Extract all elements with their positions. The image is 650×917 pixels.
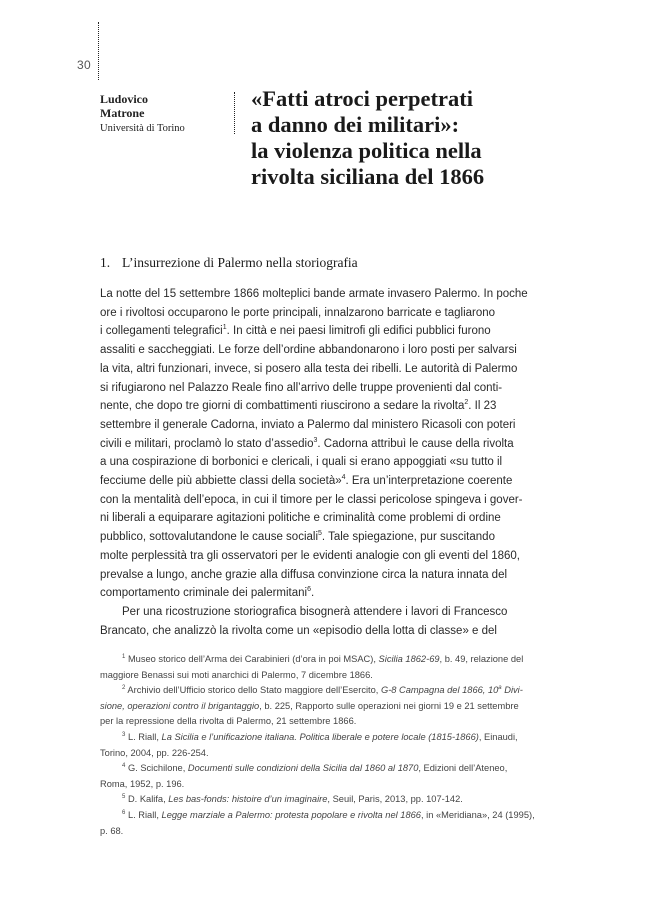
footnote-line xyxy=(100,808,552,824)
title-line: la violenza politica nella xyxy=(251,138,482,163)
text-segment: , b. 49, relazione del xyxy=(439,654,524,664)
text-line xyxy=(100,435,550,454)
text-segment: , in «Meridiana», 24 (1995), xyxy=(420,809,535,820)
text-segment: , Seuil, Paris, 2013, pp. 107-142. xyxy=(327,794,463,805)
superscript: a xyxy=(498,685,502,692)
title-line: rivolta siciliana del 1866 xyxy=(251,164,485,189)
text-segment: nente, che dopo tre giorni di combattimenti riuscirono a sedare la rivolta xyxy=(100,400,465,413)
text-segment: i collegamenti telegrafici xyxy=(100,325,223,338)
text-segment: . In città e nei paesi limitrofi gli edifici pubblici furono xyxy=(226,325,491,338)
text-line: si rifugiarono nel Palazzo Reale fino all’arrivo delle truppe provenienti dal conti- xyxy=(100,381,503,394)
footnote xyxy=(100,730,552,761)
footnote xyxy=(100,683,552,730)
text-line: molte perplessità tra gli osservatori per le evidenti analogie con gli eventi del 1860, xyxy=(100,549,520,562)
section-heading xyxy=(100,255,358,271)
text-segment: comportamento criminale dei palermitani xyxy=(100,587,308,600)
title-divider xyxy=(234,92,235,134)
text-segment: G. Scichilone, xyxy=(127,763,188,774)
paragraph xyxy=(100,603,550,640)
text-line: prevalse a lungo, anche grazie alla diffusa convinzione circa la natura innata del xyxy=(100,568,508,581)
footnote-line: maggiore Benassi sui moti anarchici di Palermo, 7 dicembre 1866. xyxy=(100,669,373,680)
footnote xyxy=(100,652,552,683)
text-line: assaliti e saccheggiati. Le forze dell’ordine abbandonarono i loro posti per salvarsi xyxy=(100,344,517,357)
footnote-line xyxy=(100,699,552,715)
text-segment: fecciume delle più abbiette classi della società» xyxy=(100,475,342,488)
text-segment: Divi- xyxy=(501,685,523,696)
page-number-divider xyxy=(98,22,99,80)
footnote-ref[interactable]: 3 xyxy=(313,436,318,444)
text-line: settembre il generale Cadorna, inviato a Palermo dal ministero Ricasoli con poteri xyxy=(100,418,516,431)
footnote-ref[interactable]: 1 xyxy=(222,324,227,332)
text-segment: sione, operazioni contro il brigantaggio xyxy=(100,700,260,711)
text-segment: Sicilia 1862-69 xyxy=(378,654,440,664)
section-number: 1. xyxy=(100,255,111,270)
text-segment: La Sicilia e l’unificazione italiana. Politica liberale e potere locale (1815-1866) xyxy=(161,731,479,742)
text-line xyxy=(100,584,550,603)
text-line xyxy=(100,397,550,416)
text-segment: , b. 225, Rapporto sulle operazioni nei giorni 19 e 21 settembre xyxy=(259,700,519,711)
text-line xyxy=(100,528,550,547)
footnote-line xyxy=(100,652,552,668)
text-segment: civili e militari, proclamò lo stato d’assedio xyxy=(100,437,314,450)
text-line: Brancato, che analizzò la rivolta come un «episodio della lotta di classe» e del xyxy=(100,624,497,637)
page-number: 30 xyxy=(77,58,91,72)
article-title xyxy=(251,86,581,190)
footnote-line xyxy=(100,730,552,746)
footnote-number: 2 xyxy=(122,685,126,692)
text-line: la vita, altri funzionari, invece, si posero alla testa dei ribelli. Le autorità di Palermo xyxy=(100,362,518,375)
author-last-name: Matrone xyxy=(100,106,145,120)
text-segment: D. Kalifa, xyxy=(127,794,169,805)
section-title: L’insurrezione di Palermo nella storiografia xyxy=(122,255,358,270)
author-first-name: Ludovico xyxy=(100,92,149,106)
text-segment: . Tale spiegazione, pur suscitando xyxy=(321,531,495,544)
title-line: a danno dei militari»: xyxy=(251,112,460,137)
footnote-number: 4 xyxy=(122,763,126,770)
footnote-number: 6 xyxy=(122,809,126,816)
text-segment: pubblico, sottovalutandone le cause sociali xyxy=(100,531,319,544)
text-line: Per una ricostruzione storiografica bisognerà attendere i lavori di Francesco xyxy=(122,605,508,618)
footnote-line xyxy=(100,683,552,699)
footnote xyxy=(100,808,552,839)
text-segment: . Il 23 xyxy=(468,400,497,413)
footnote-ref[interactable]: 2 xyxy=(464,399,469,407)
text-segment: Documenti sulle condizioni della Sicilia dal 1860 al 1870 xyxy=(187,763,419,774)
author-block xyxy=(100,92,230,136)
text-line: con la mentalità dell’epoca, in cui il timore per le classi pericolose spingeva i gover- xyxy=(100,493,523,506)
footnote xyxy=(100,792,552,808)
footnote-number: 1 xyxy=(122,653,126,660)
text-segment: . xyxy=(311,587,315,600)
footnotes xyxy=(100,652,552,839)
footnote-number: 5 xyxy=(122,794,126,801)
text-line: ore i rivoltosi occuparono le porte principali, innalzarono barricate e tagliarono xyxy=(100,306,496,319)
footnote-ref[interactable]: 5 xyxy=(318,530,322,538)
footnote-line xyxy=(100,792,552,808)
footnote-line: per la repressione della rivolta di Palermo, 21 settembre 1866. xyxy=(100,716,357,727)
text-segment: Legge marziale a Palermo: protesta popolare e rivolta nel 1866 xyxy=(161,809,421,820)
body-text xyxy=(100,285,550,640)
text-line: La notte del 15 settembre 1866 molteplici bande armate invasero Palermo. In poche xyxy=(100,288,528,300)
footnote-number: 3 xyxy=(122,731,126,738)
text-segment: Les bas-fonds: histoire d’un imaginaire xyxy=(168,794,328,805)
author-affiliation: Università di Torino xyxy=(100,123,185,134)
text-segment: Archivio dell’Ufficio storico dello Stato maggiore dell’Esercito, xyxy=(127,685,381,696)
text-segment: . Cadorna attribuì le cause della rivolta xyxy=(317,437,514,450)
text-line xyxy=(100,472,550,491)
footnote-line: Torino, 2004, pp. 226-254. xyxy=(100,747,209,758)
text-segment: , Edizioni dell’Ateneo, xyxy=(418,763,508,774)
text-segment: , Einaudi, xyxy=(478,731,518,742)
footnote-line: p. 68. xyxy=(100,825,124,836)
text-segment: L. Riall, xyxy=(127,731,162,742)
text-segment xyxy=(381,685,523,695)
text-segment: G-8 Campagna del 1866, 10 xyxy=(380,685,499,696)
text-line: a una cospirazione di borbonici e clericali, i quali si erano appoggiati «su tutto il xyxy=(100,456,503,469)
text-segment: L. Riall, xyxy=(127,809,162,820)
paragraph xyxy=(100,285,550,603)
footnote-ref[interactable]: 4 xyxy=(341,474,346,482)
footnote-ref[interactable]: 6 xyxy=(307,586,311,594)
footnote xyxy=(100,761,552,792)
text-segment: . Era un’interpretazione coerente xyxy=(345,475,513,488)
text-segment: Museo storico dell’Arma dei Carabinieri (d’ora in poi MSAC), xyxy=(127,654,379,664)
text-line xyxy=(100,322,550,341)
footnote-line: Roma, 1952, p. 196. xyxy=(100,778,185,789)
footnote-line xyxy=(100,761,552,777)
text-line: ni liberali a equiparare agitazioni politiche e criminalità come problemi di ordine xyxy=(100,512,501,525)
title-line: «Fatti atroci perpetrati xyxy=(251,86,474,111)
